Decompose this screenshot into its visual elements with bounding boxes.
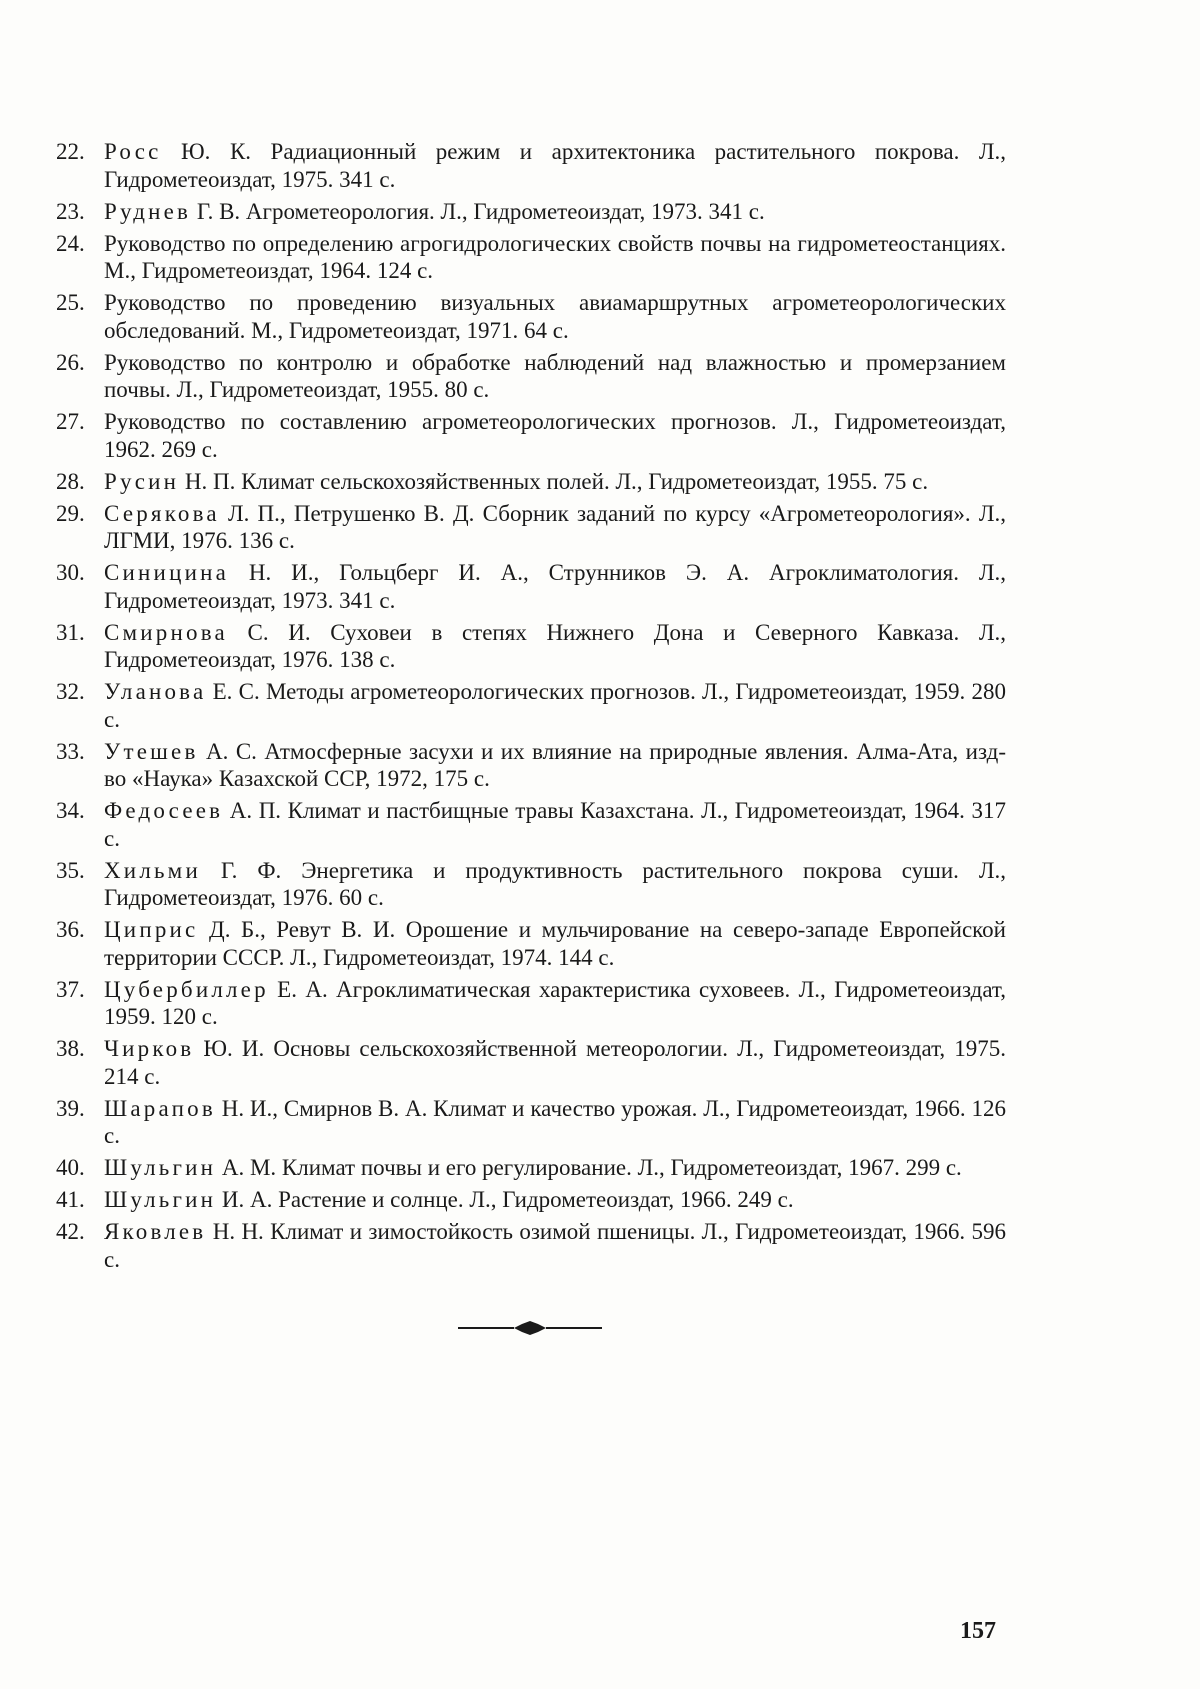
reference-number: 27. xyxy=(56,409,85,434)
reference-item xyxy=(56,408,1006,463)
reference-number: 28. xyxy=(56,468,85,494)
reference-item xyxy=(56,1095,1006,1150)
reference-item xyxy=(56,738,1006,793)
reference-text: Ю. И. Основы сельскохозяйственной метеорологии. Л., Гидрометеоиздат, 1975. 214 с. xyxy=(104,1036,1006,1089)
reference-text: Л. П., Петрушенко В. Д. Сборник заданий по курсу «Агрометеорология». Л., ЛГМИ, 1976. 136 с. xyxy=(104,500,1006,553)
reference-item xyxy=(56,198,1006,226)
reference-text: Руководство по проведению визуальных авиамаршрутных агрометеорологических обследований. М., Гидрометеоиздат, 1971. 64 с. xyxy=(104,290,1006,343)
reference-item xyxy=(56,619,1006,674)
reference-text: Е. А. Агроклиматическая характеристика суховеев. Л., Гидрометеоиздат, 1959. 120 с. xyxy=(104,976,1006,1029)
reference-number: 26. xyxy=(56,349,85,375)
reference-list xyxy=(56,138,1006,1278)
reference-item xyxy=(56,559,1006,614)
reference-author: Уланова xyxy=(104,679,207,704)
reference-number: 23. xyxy=(56,198,85,224)
reference-item xyxy=(56,1186,1006,1214)
reference-author: Хильми xyxy=(104,857,201,883)
reference-text: А. С. Атмосферные засухи и их влияние на природные явления. Алма-Ата, изд-во «Наука» Казахской ССР, 1972, 175 с. xyxy=(104,738,1006,791)
reference-text: Н. П. Климат сельскохозяйственных полей. Л., Гидрометеоиздат, 1955. 75 с. xyxy=(179,468,929,494)
reference-item xyxy=(56,797,1006,852)
reference-item xyxy=(56,138,1006,193)
reference-number: 32. xyxy=(56,679,85,704)
reference-author: Чирков xyxy=(104,1036,195,1061)
reference-number: 25. xyxy=(56,290,85,315)
reference-author: Шульгин xyxy=(104,1155,217,1180)
reference-text: Руководство по контролю и обработке наблюдений над влажностью и промерзанием почвы. Л., Гидрометеоиздат, 1955. 80 с. xyxy=(104,349,1006,402)
reference-item xyxy=(56,1218,1006,1273)
end-ornament-icon xyxy=(458,1318,602,1338)
reference-text: Руководство по составлению агрометеорологических прогнозов. Л., Гидрометеоиздат, 1962. 269 с. xyxy=(104,409,1006,462)
reference-item xyxy=(56,857,1006,912)
reference-author: Цубербиллер xyxy=(104,976,269,1002)
reference-author: Смирнова xyxy=(104,619,228,645)
reference-author: Русин xyxy=(104,468,180,494)
reference-number: 40. xyxy=(56,1155,85,1180)
reference-text: Е. С. Методы агрометеорологических прогнозов. Л., Гидрометеоиздат, 1959. 280 с. xyxy=(104,679,1006,732)
reference-number: 39. xyxy=(56,1095,85,1121)
reference-text: И. А. Растение и солнце. Л., Гидрометеоиздат, 1966. 249 с. xyxy=(216,1187,794,1212)
reference-author: Руднев xyxy=(104,198,192,224)
page-number: 157 xyxy=(960,1618,996,1644)
reference-author: Синицина xyxy=(104,560,230,585)
reference-item xyxy=(56,1154,1006,1182)
reference-number: 31. xyxy=(56,619,85,645)
reference-number: 37. xyxy=(56,976,85,1002)
reference-item xyxy=(56,230,1006,285)
reference-author: Серякова xyxy=(104,500,220,526)
reference-text: А. П. Климат и пастбищные травы Казахстана. Л., Гидрометеоиздат, 1964. 317 с. xyxy=(104,798,1006,851)
reference-item xyxy=(56,678,1006,733)
reference-number: 24. xyxy=(56,230,85,256)
reference-author: Росс xyxy=(104,139,162,164)
reference-text: Г. В. Агрометеорология. Л., Гидрометеоиздат, 1973. 341 с. xyxy=(191,198,765,224)
reference-text: Ю. К. Радиационный режим и архитектоника растительного покрова. Л., Гидрометеоиздат, 1975. 341 с. xyxy=(104,139,1006,192)
reference-number: 38. xyxy=(56,1036,85,1061)
reference-item xyxy=(56,289,1006,344)
reference-text: Н. Н. Климат и зимостойкость озимой пшеницы. Л., Гидрометеоиздат, 1966. 596 с. xyxy=(104,1219,1006,1272)
reference-text: Д. Б., Ревут В. И. Орошение и мульчирование на северо-западе Европейской территории СССР. Л., Гидрометеоиздат, 1974. 144 с. xyxy=(104,917,1006,970)
reference-author: Шарапов xyxy=(104,1095,216,1121)
reference-text: Г. Ф. Энергетика и продуктивность растительного покрова суши. Л., Гидрометеоиздат, 1976. 60 с. xyxy=(104,857,1006,910)
reference-text: Руководство по определению агрогидрологических свойств почвы на гидрометеостанциях. М., Гидрометеоиздат, 1964. 124 с. xyxy=(104,230,1006,283)
reference-text: А. М. Климат почвы и его регулирование. Л., Гидрометеоиздат, 1967. 299 с. xyxy=(216,1155,962,1180)
reference-number: 34. xyxy=(56,798,85,823)
reference-item xyxy=(56,468,1006,496)
reference-author: Федосеев xyxy=(104,798,224,823)
reference-item xyxy=(56,976,1006,1031)
reference-author: Яковлев xyxy=(104,1219,207,1244)
reference-item xyxy=(56,1035,1006,1090)
reference-item xyxy=(56,349,1006,404)
reference-author: Утешев xyxy=(104,738,199,764)
reference-item xyxy=(56,916,1006,971)
reference-text: С. И. Суховеи в степях Нижнего Дона и Северного Кавказа. Л., Гидрометеоиздат, 1976. 138 с. xyxy=(104,619,1006,672)
reference-text: Н. И., Гольцберг И. А., Струнников Э. А. Агроклиматология. Л., Гидрометеоиздат, 1973. 341 с. xyxy=(104,560,1006,613)
reference-number: 42. xyxy=(56,1219,85,1244)
reference-item xyxy=(56,500,1006,555)
reference-number: 36. xyxy=(56,917,85,942)
reference-number: 35. xyxy=(56,857,85,883)
reference-author: Шульгин xyxy=(104,1187,217,1212)
reference-number: 22. xyxy=(56,139,85,164)
reference-number: 30. xyxy=(56,560,85,585)
reference-number: 33. xyxy=(56,738,85,764)
reference-author: Циприс xyxy=(104,917,199,942)
reference-number: 41. xyxy=(56,1187,85,1212)
reference-number: 29. xyxy=(56,500,85,526)
reference-text: Н. И., Смирнов В. А. Климат и качество урожая. Л., Гидрометеоиздат, 1966. 126 с. xyxy=(104,1095,1006,1148)
